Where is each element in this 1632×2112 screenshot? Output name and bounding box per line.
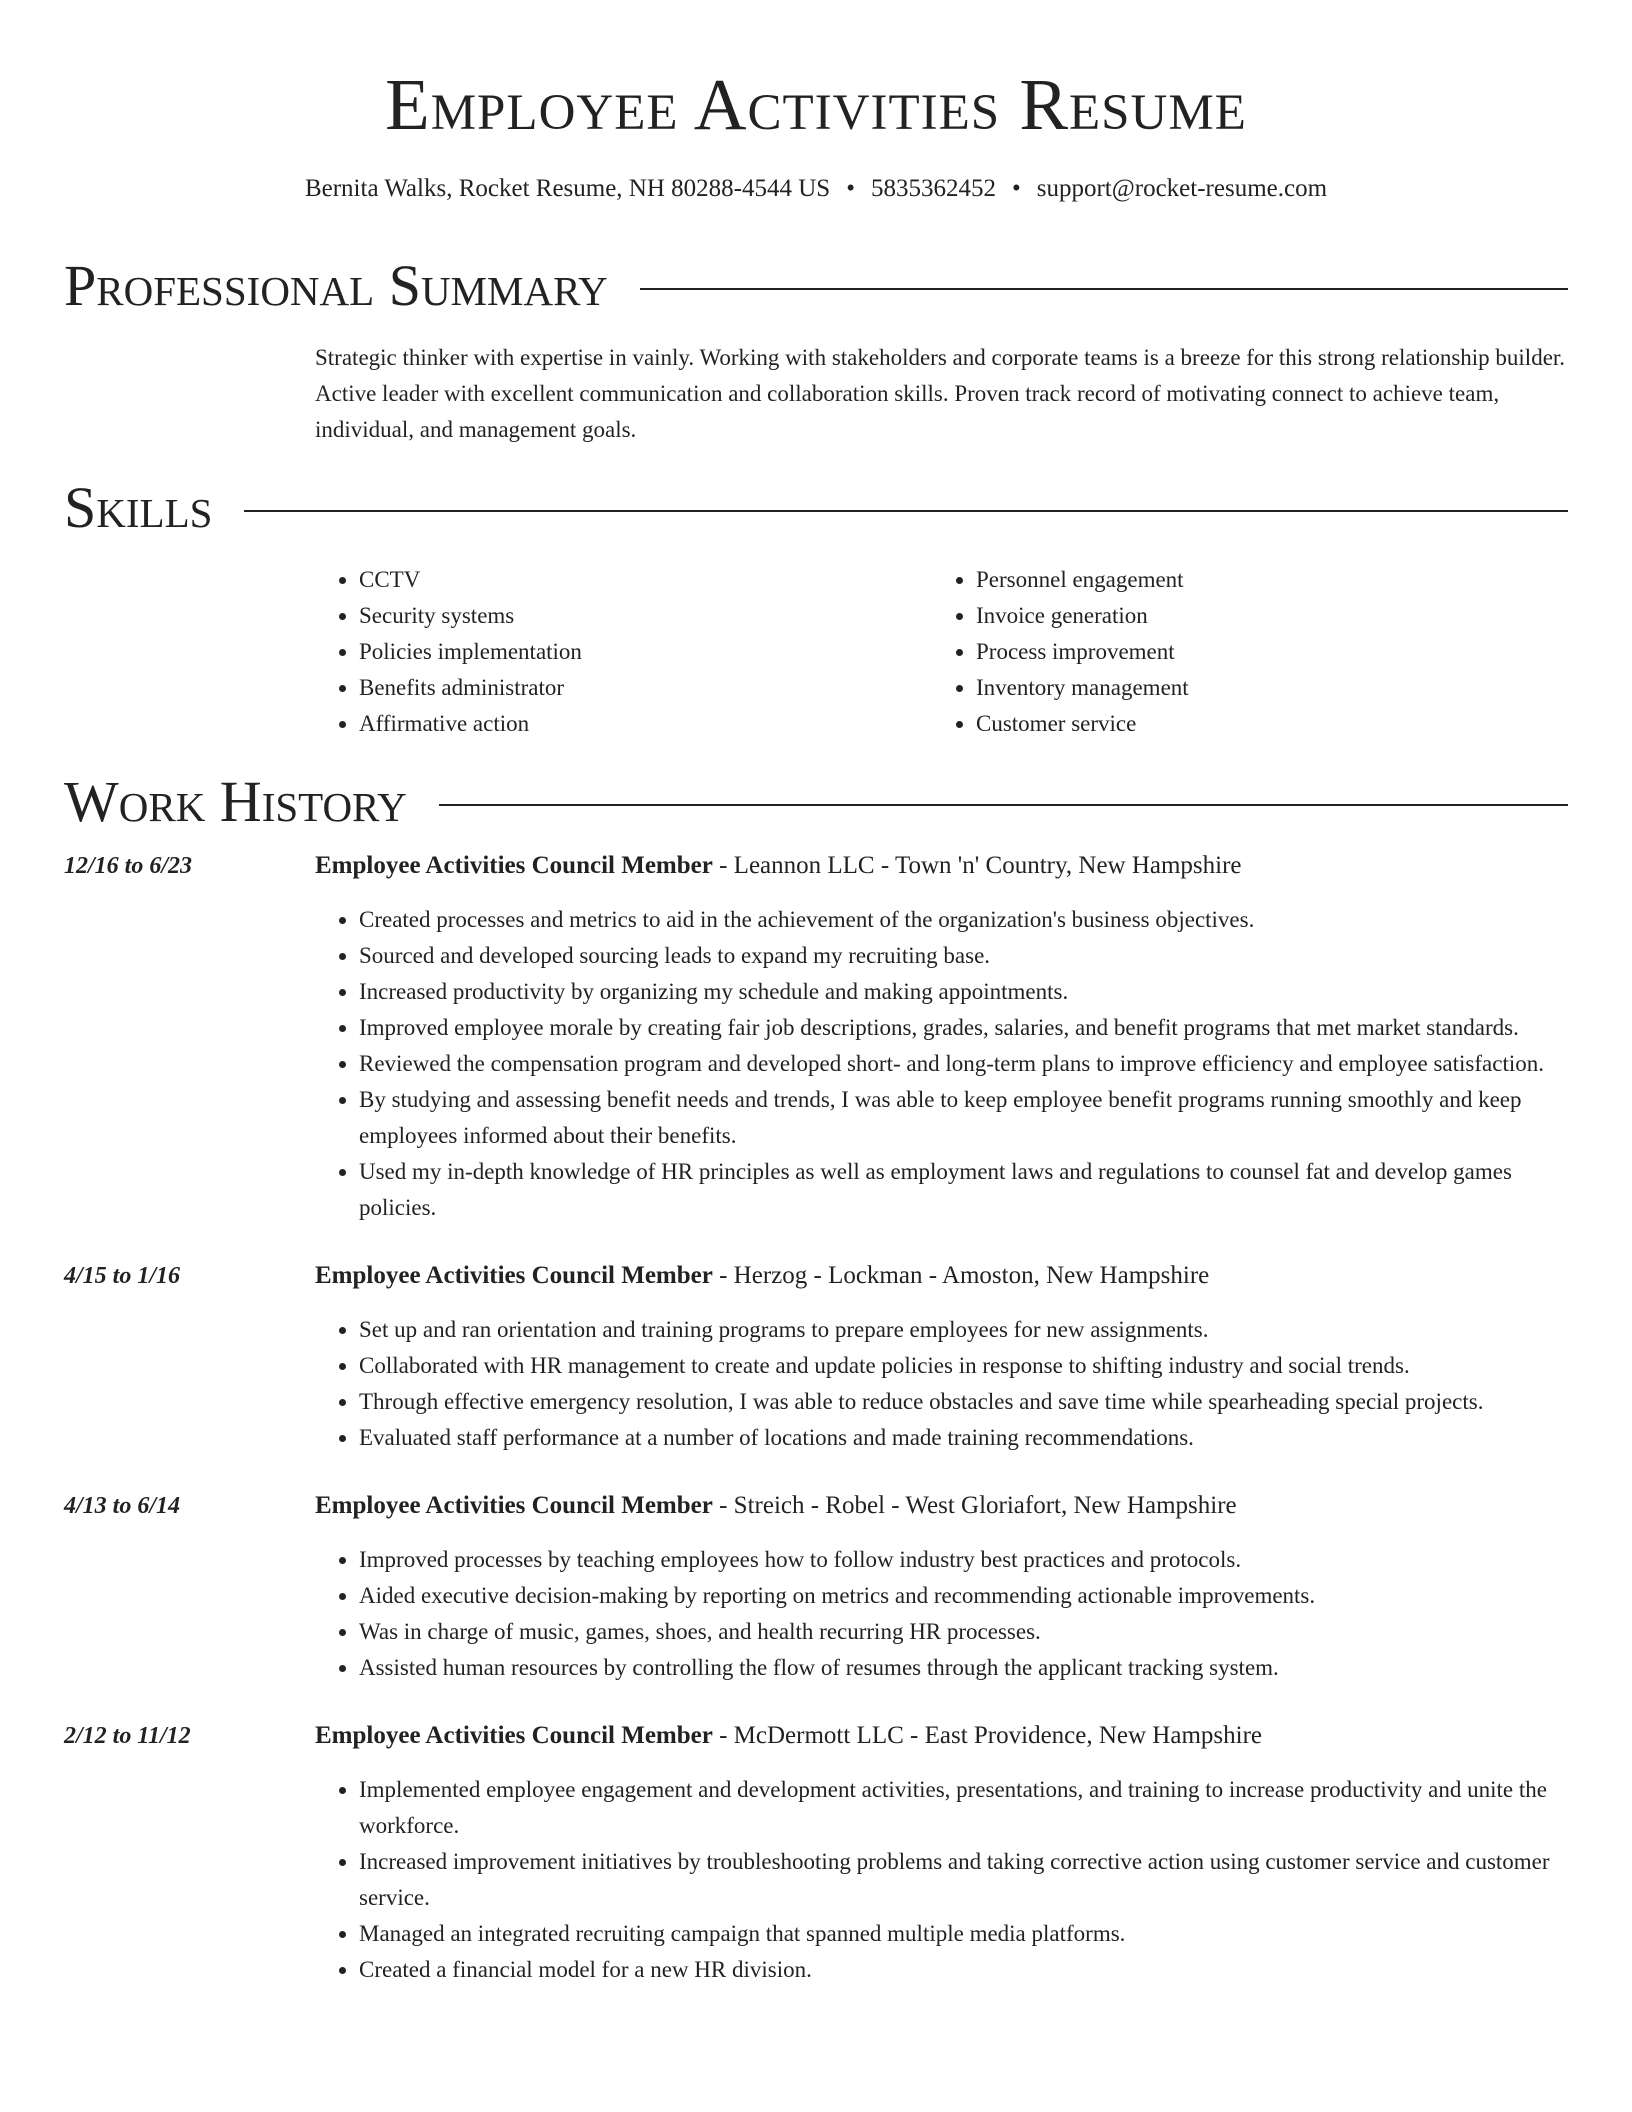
job-heading — [315, 1258, 1568, 1294]
job-heading — [315, 1488, 1568, 1524]
skill-item: • Process improvement — [976, 634, 1549, 670]
contact-address: Bernita Walks, Rocket Resume, NH 80288-4544 US — [304, 175, 831, 202]
job-bullet: • Through effective emergency resolution, I was able to reduce obstacles and save time while spearheading special projects. — [359, 1384, 1568, 1420]
job-bullet: • Assisted human resources by controlling the flow of resumes through the applicant tracking system. — [359, 1650, 1568, 1686]
skill-item: • Security systems — [359, 598, 932, 634]
work-history-section-header — [64, 770, 1568, 834]
section-divider — [640, 288, 1568, 290]
job-entry — [64, 1258, 1568, 1456]
skills-list-left — [315, 562, 932, 742]
summary-section-header — [64, 254, 1568, 318]
job-dates: 4/15 to 1/16 — [64, 1263, 181, 1289]
job-bullets — [315, 1772, 1568, 1988]
job-entry — [64, 1718, 1568, 1988]
job-role: Employee Activities Council Member — [315, 1722, 713, 1749]
skill-item: • Inventory management — [976, 670, 1549, 706]
job-content — [315, 848, 1568, 1226]
job-bullet: • Sourced and developed sourcing leads to expand my recruiting base. — [359, 938, 1568, 974]
job-content — [315, 1488, 1568, 1686]
job-bullet: • Improved employee morale by creating fair job descriptions, grades, salaries, and benefit programs that met market standards. — [359, 1010, 1568, 1046]
job-heading — [315, 848, 1568, 884]
job-details: - Herzog - Lockman - Amoston, New Hampshire — [712, 1262, 1210, 1289]
job-bullet: • Collaborated with HR management to create and update policies in response to shifting industry and social trends. — [359, 1348, 1568, 1384]
skill-item: • Affirmative action — [359, 706, 932, 742]
skill-item: • Customer service — [976, 706, 1549, 742]
job-bullet: • Increased productivity by organizing my schedule and making appointments. — [359, 974, 1568, 1010]
job-bullet: • By studying and assessing benefit needs and trends, I was able to keep employee benefit programs running smoothly and keep employees informed about their benefits. — [359, 1082, 1568, 1154]
job-details: - Streich - Robel - West Gloriafort, New Hampshire — [712, 1492, 1237, 1519]
summary-text: Strategic thinker with expertise in vainly. Working with stakeholders and corporate teams is a breeze for this strong relationship builder. Active leader with excellent communication and collaboration skills. Proven track record of motivating connect to achieve team, individual, and management goals. — [315, 345, 1566, 442]
job-role: Employee Activities Council Member — [315, 852, 713, 879]
job-heading — [315, 1718, 1568, 1754]
job-bullet: • Used my in-depth knowledge of HR principles as well as employment laws and regulations to counsel fat and develop games policies. — [359, 1154, 1568, 1226]
job-bullets — [315, 902, 1568, 1226]
work-history-heading: Work History — [64, 769, 407, 834]
skills-section-header — [64, 476, 1568, 540]
job-bullet: • Implemented employee engagement and development activities, presentations, and training to increase productivity and unite the workforce. — [359, 1772, 1568, 1844]
contact-email: support@rocket-resume.com — [1036, 175, 1328, 202]
contact-phone: 5835362452 — [870, 175, 996, 202]
job-bullet: • Evaluated staff performance at a number of locations and made training recommendations. — [359, 1420, 1568, 1456]
skills-grid — [315, 562, 1568, 742]
job-dates: 12/16 to 6/23 — [64, 853, 193, 879]
job-bullets — [315, 1542, 1568, 1686]
summary-heading: Professional Summary — [64, 253, 608, 318]
job-details: - McDermott LLC - East Providence, New Hampshire — [712, 1722, 1263, 1749]
job-dates: 2/12 to 11/12 — [64, 1723, 191, 1749]
job-entry — [64, 848, 1568, 1226]
resume-page — [64, 0, 1568, 1988]
job-bullet: • Improved processes by teaching employees how to follow industry best practices and protocols. — [359, 1542, 1568, 1578]
job-bullets — [315, 1312, 1568, 1456]
section-divider — [244, 510, 1568, 512]
job-bullet: • Was in charge of music, games, shoes, and health recurring HR processes. — [359, 1614, 1568, 1650]
contact-line — [64, 172, 1568, 206]
job-bullet: • Set up and ran orientation and training programs to prepare employees for new assignments. — [359, 1312, 1568, 1348]
job-role: Employee Activities Council Member — [315, 1262, 713, 1289]
job-dates: 4/13 to 6/14 — [64, 1493, 181, 1519]
section-divider — [439, 804, 1568, 806]
skills-heading: Skills — [64, 475, 213, 540]
skill-item: • CCTV — [359, 562, 932, 598]
job-bullet: • Aided executive decision-making by reporting on metrics and recommending actionable improvements. — [359, 1578, 1568, 1614]
job-content — [315, 1718, 1568, 1988]
contact-separator: • — [846, 175, 855, 202]
job-content — [315, 1258, 1568, 1456]
skill-item: • Invoice generation — [976, 598, 1549, 634]
job-bullet: • Created a financial model for a new HR division. — [359, 1952, 1568, 1988]
job-bullet: • Increased improvement initiatives by troubleshooting problems and taking corrective action using customer service and customer service. — [359, 1844, 1568, 1916]
job-role: Employee Activities Council Member — [315, 1492, 713, 1519]
job-details: - Leannon LLC - Town 'n' Country, New Hampshire — [712, 852, 1242, 879]
skill-item: • Personnel engagement — [976, 562, 1549, 598]
job-bullet: • Managed an integrated recruiting campaign that spanned multiple media platforms. — [359, 1916, 1568, 1952]
resume-title: Employee Activities Resume — [385, 64, 1247, 145]
skills-list-right — [932, 562, 1549, 742]
job-bullet: • Reviewed the compensation program and developed short- and long-term plans to improve efficiency and employee satisfaction. — [359, 1046, 1568, 1082]
contact-separator: • — [1011, 175, 1021, 202]
skill-item: • Benefits administrator — [359, 670, 932, 706]
job-bullet: • Created processes and metrics to aid in the achievement of the organization's business objectives. — [359, 902, 1568, 938]
job-entry — [64, 1488, 1568, 1686]
skill-item: • Policies implementation — [359, 634, 932, 670]
